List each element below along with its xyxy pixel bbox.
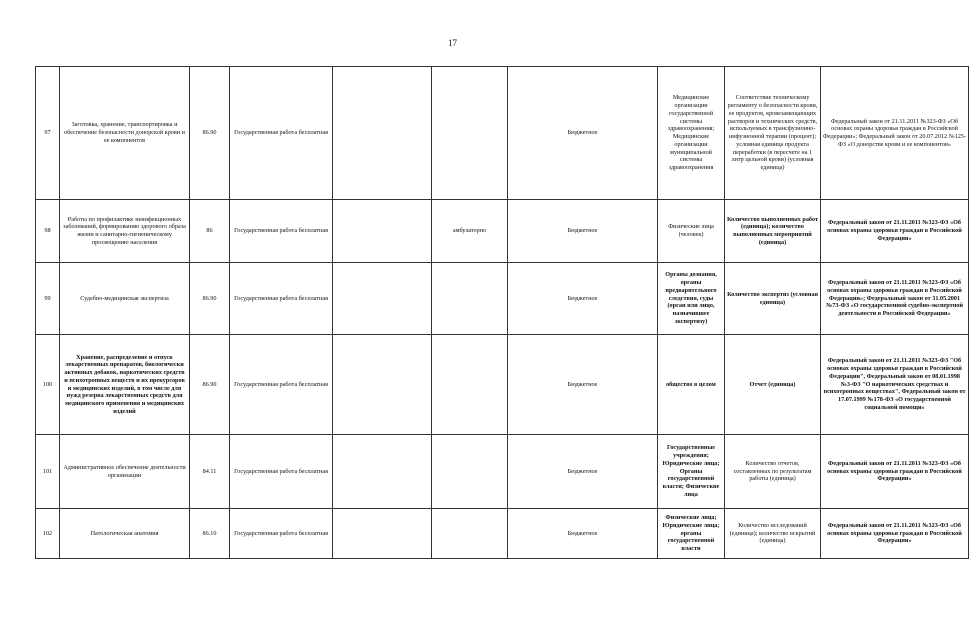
empty-cell [333, 509, 432, 559]
legal-basis: Федеральный закон от 21.11.2011 №323-ФЗ «Об основах охраны здоровья граждан в Российской Федерации»; Федеральный закон от 20.07.2012 №125-ФЗ «О донорстве крови и ее компонентов» [821, 67, 969, 200]
row-number: 97 [36, 67, 60, 200]
volume-indicator: Отчет (единица) [725, 335, 821, 435]
okved-code: 84.11 [190, 435, 230, 509]
work-type: Государственная работа бесплатная [230, 263, 333, 335]
okved-code: 86.90 [190, 67, 230, 200]
volume-indicator: Соответствие техническому регламенту о безопасности крови, ее продуктов, кровезамещающих растворов и технических средств, используемых в трансфузионно-инфузионной терапии (процент); условная единица продукта переработки (в пересчете на 1 литр цельной крови) (условная единица) [725, 67, 821, 200]
table-row [36, 435, 969, 509]
work-type: Государственная работа бесплатная [230, 200, 333, 263]
condition-cell [432, 67, 508, 200]
volume-indicator: Количество экспертиз (условная единица) [725, 263, 821, 335]
okved-code: 86.90 [190, 335, 230, 435]
table-row [36, 509, 969, 559]
condition-cell [432, 335, 508, 435]
work-type: Государственная работа бесплатная [230, 435, 333, 509]
consumer-category: Органы дознания, органы предварительного следствия, суды (орган или лицо, назначившее экспертизу) [658, 263, 725, 335]
consumer-category: Государственные учреждения; Юридические лица; Органы государственной власти; Физические лица [658, 435, 725, 509]
consumer-category: общество в целом [658, 335, 725, 435]
row-number: 101 [36, 435, 60, 509]
consumer-category: Физические лица; Юридические лица; органы государственной власти [658, 509, 725, 559]
work-type: Государственная работа бесплатная [230, 67, 333, 200]
row-number: 98 [36, 200, 60, 263]
work-name: Работы по профилактике неинфекционных заболеваний, формированию здорового образа жизни и санитарно-гигиеническому просвещению населения [60, 200, 190, 263]
work-name: Патологическая анатомия [60, 509, 190, 559]
legal-basis: Федеральный закон от 21.11.2011 №323-ФЗ «Об основах охраны здоровья граждан в Российской Федерации» [821, 435, 969, 509]
empty-cell [333, 435, 432, 509]
okved-code: 86.10 [190, 509, 230, 559]
institution-type: Бюджетное [508, 263, 658, 335]
work-type: Государственная работа бесплатная [230, 335, 333, 435]
legal-basis: Федеральный закон от 21.11.2011 №323-ФЗ «Об основах охраны здоровья граждан в Российской Федерации» [821, 200, 969, 263]
work-name: Заготовка, хранение, транспортировка и обеспечение безопасности донорской крови и ее компонентов [60, 67, 190, 200]
legal-basis: Федеральный закон от 21.11.2011 №323-ФЗ «Об основах охраны здоровья граждан в Российской Федерации» [821, 509, 969, 559]
table-row [36, 67, 969, 200]
page-number: 17 [448, 38, 457, 48]
consumer-category: Физические лица (человек) [658, 200, 725, 263]
condition-cell [432, 263, 508, 335]
work-name: Судебно-медицинская экспертиза [60, 263, 190, 335]
volume-indicator: Количество выполненных работ (единица); количество выполненных мероприятий (единица) [725, 200, 821, 263]
okved-code: 86.90 [190, 263, 230, 335]
volume-indicator: Количество отчетов, составленных по результатам работы (единица) [725, 435, 821, 509]
condition-cell [432, 509, 508, 559]
okved-code: 86 [190, 200, 230, 263]
work-name: Административное обеспечение деятельности организации [60, 435, 190, 509]
institution-type: Бюджетное [508, 509, 658, 559]
volume-indicator: Количество исследований (единица); количество вскрытий (единица) [725, 509, 821, 559]
table-row [36, 263, 969, 335]
condition-cell: амбулаторно [432, 200, 508, 263]
row-number: 100 [36, 335, 60, 435]
services-table [35, 66, 969, 559]
table-row [36, 200, 969, 263]
institution-type: Бюджетное [508, 200, 658, 263]
row-number: 99 [36, 263, 60, 335]
institution-type: Бюджетное [508, 435, 658, 509]
empty-cell [333, 335, 432, 435]
empty-cell [333, 263, 432, 335]
work-type: Государственная работа бесплатная [230, 509, 333, 559]
legal-basis: Федеральный закон от 21.11.2011 №323-ФЗ «Об основах охраны здоровья граждан в Российской Федерации»; Федеральный закон от 31.05.2001 №73-ФЗ «О государственной судебно-экспертной деятельности в Российской Федерации» [821, 263, 969, 335]
table-row [36, 335, 969, 435]
empty-cell [333, 67, 432, 200]
condition-cell [432, 435, 508, 509]
empty-cell [333, 200, 432, 263]
consumer-category: Медицинские организации государственной системы здравоохранения; Медицинские организации муниципальной системы здравоохранения [658, 67, 725, 200]
institution-type: Бюджетное [508, 67, 658, 200]
legal-basis: Федеральный закон от 21.11.2011 №323-ФЗ "Об основах охраны здоровья граждан в Российской Федерации", Федеральный закон от 08.01.1998 №3-ФЗ "О наркотических средствах и психотропных веществах", Федеральный закон от 17.07.1999 №178-ФЗ «О государственной социальной помощи» [821, 335, 969, 435]
work-name: Хранение, распределение и отпуск лекарственных препаратов, биологически активных добавок, наркотических средств и психотропных веществ и их прекурсоров и медицинских изделий, в том числе для нужд резерва лекарственных средств для медицинского применения и медицинских изделий [60, 335, 190, 435]
row-number: 102 [36, 509, 60, 559]
institution-type: Бюджетное [508, 335, 658, 435]
